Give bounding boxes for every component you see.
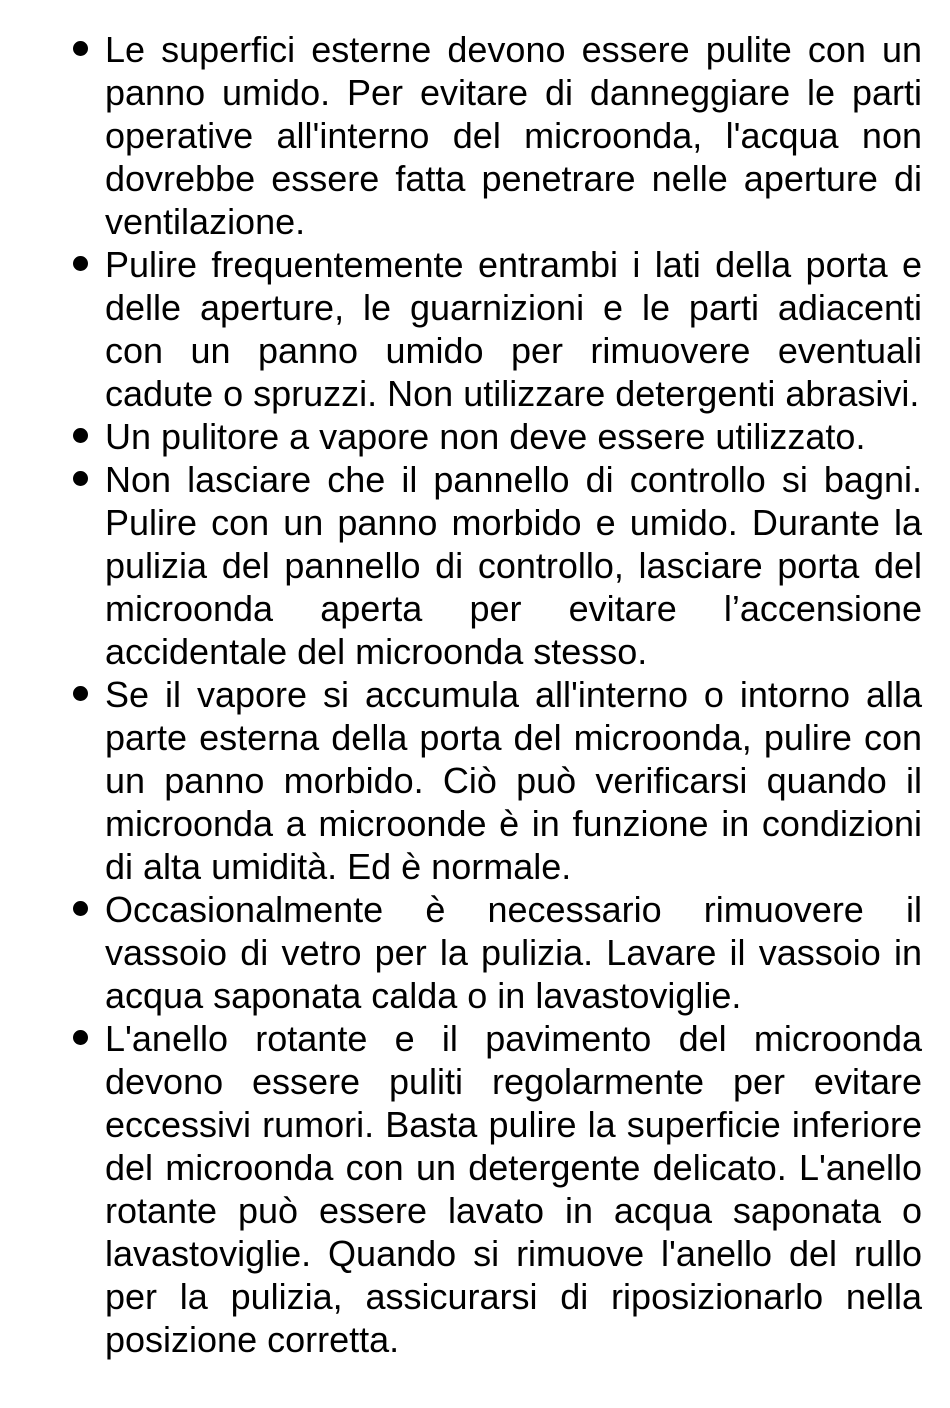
list-item-text: L'anello rotante e il pavimento del microonda devono essere puliti regolarmente per evitare eccessivi rumori. Basta pulire la superficie inferiore del microonda con un detergente delicato. L'anello rotante può essere lavato in acqua saponata o lavastoviglie. Quando si rimuove l'anello del rullo per la pulizia, assicurarsi di riposizionarlo nella posizione corretta. <box>105 1018 922 1360</box>
list-item-text: Se il vapore si accumula all'interno o intorno alla parte esterna della porta del microonda, pulire con un panno morbido. Ciò può verificarsi quando il microonda a microonde è in funzione in condizioni di alta umidità. Ed è normale. <box>105 674 922 887</box>
list-item-text: Un pulitore a vapore non deve essere utilizzato. <box>105 416 866 457</box>
bullet-icon <box>73 1030 88 1045</box>
bullet-icon <box>73 428 88 443</box>
bullet-icon <box>73 256 88 271</box>
list-item <box>0 673 950 888</box>
bullet-icon <box>73 901 88 916</box>
bullet-icon <box>73 41 88 56</box>
list-item <box>0 1017 950 1361</box>
list-item-text: Le superfici esterne devono essere pulite con un panno umido. Per evitare di danneggiare le parti operative all'interno del microonda, l'acqua non dovrebbe essere fatta penetrare nelle aperture di ventilazione. <box>105 29 922 242</box>
list-item <box>0 415 950 458</box>
bullet-icon <box>73 471 88 486</box>
cleaning-instructions-list <box>0 28 950 1361</box>
list-item <box>0 243 950 415</box>
list-item <box>0 28 950 243</box>
document-page <box>0 28 950 1361</box>
list-item <box>0 888 950 1017</box>
list-item-text: Non lasciare che il pannello di controllo si bagni. Pulire con un panno morbido e umido. Durante la pulizia del pannello di controllo, lasciare porta del microonda aperta per evitare l’accensione accidentale del microonda stesso. <box>105 459 922 672</box>
list-item-text: Occasionalmente è necessario rimuovere il vassoio di vetro per la pulizia. Lavare il vassoio in acqua saponata calda o in lavastoviglie. <box>105 889 922 1016</box>
bullet-icon <box>73 686 88 701</box>
list-item-text: Pulire frequentemente entrambi i lati della porta e delle aperture, le guarnizioni e le parti adiacenti con un panno umido per rimuovere eventuali cadute o spruzzi. Non utilizzare detergenti abrasivi. <box>105 244 922 414</box>
list-item <box>0 458 950 673</box>
